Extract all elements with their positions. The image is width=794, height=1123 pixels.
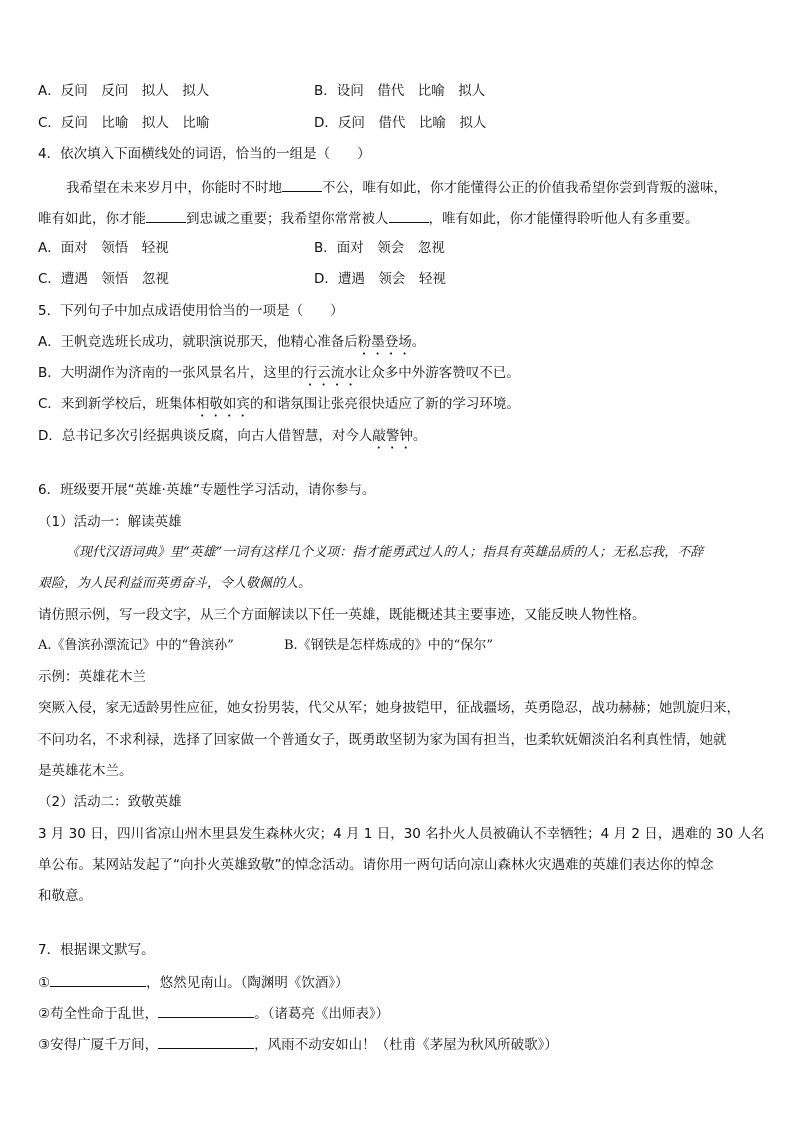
q7-2-post: 。（诸葛亮《出师表》） [254,1006,390,1022]
q7-stem: 7．根据课文默写。 [38,942,155,958]
q5-b-post: 让众多中外游客赞叹不已。 [357,365,520,381]
q6-definition-line2: 艰险，为人民利益而英勇奋斗，令人敬佩的人。 [38,576,312,591]
q7-blank-2[interactable] [158,1004,254,1018]
q7-blank-3[interactable] [158,1035,254,1049]
q4-option-d: D．遭遇 领会 轻视 [314,271,446,287]
q7-3-pre: ③安得广厦千万间， [38,1037,159,1053]
q5-option-b [38,365,520,389]
q7-recitation-3 [38,1035,558,1053]
q5-d-pre: D．总书记多次引经据典谈反腐，向古人借智慧，对今人 [38,428,373,444]
q3-option-c: C．反问 比喻 拟人 比喻 [38,115,210,131]
q6-definition-line1: 《现代汉语词典》里“英雄”一词有这样几个义项：指才能勇武过人的人；指具有英雄品质的人；无私忘我，不辞 [66,545,704,560]
q6-news-line1: 3 月 30 日，四川省凉山州木里县发生森林火灾；4 月 1 日，30 名扑火人员被确认不幸牺牲；4 月 2 日，遇难的 30 人名 [38,826,765,842]
q7-2-pre: ②苟全性命于乱世， [38,1006,159,1022]
q6-example-label: 示例：英雄花木兰 [38,669,146,685]
q5-a-pre: A．王帆竞选班长成功，就职演说那天，他精心准备后 [38,334,358,350]
q4-text-1b: 不公，唯有如此，你才能懂得公正的价值 [322,180,565,196]
q5-stem: 5．下列句子中加点成语使用恰当的一项是（ ） [38,303,344,319]
q4-blank-2[interactable] [146,209,186,223]
q6-news-line2: 单公布。某网站发起了“向扑火英雄致敬”的悼念活动。请你用一两句话向凉山森林火灾遇难的英雄们表达你的悼念 [38,857,714,873]
q4-text-2b: 到忠诚之重要；我希望你常常被人 [186,211,389,227]
q4-text-2a: 唯有如此，你才能 [38,211,146,227]
q5-c-idiom: 相敬如宾 [195,396,250,412]
q5-b-idiom: 行云流水 [303,365,358,381]
q6-option-a: A.《鲁滨孙漂流记》中的“鲁滨孙” [38,638,234,653]
q5-c-pre: C．来到新学校后，班集体 [38,396,196,412]
q6-example-line1: 突厥入侵，家无适龄男性应征，她女扮男装，代父从军；她身披铠甲，征战疆场，英勇隐忍，战功赫赫；她凯旋归来， [38,700,740,716]
q4-text-1a: 我希望在未来岁月中，你能时不时地 [66,180,282,196]
q6-activity2-heading: （2）活动二：致敬英雄 [38,794,182,810]
q5-a-idiom: 粉墨登场 [357,334,412,350]
q7-1-text: ，悠然见南山。（陶渊明《饮酒》） [146,975,349,991]
q4-passage-line2 [38,209,699,227]
q6-activity1-heading: （1）活动一：解读英雄 [38,514,182,530]
q5-option-a [38,334,425,358]
q5-d-idiom: 敲警钟 [372,428,413,444]
q3-option-b: B．设问 借代 比喻 拟人 [314,83,486,99]
q4-text-1c: 我希望你尝到背叛的滋味， [565,180,727,196]
q3-option-d: D．反问 借代 比喻 拟人 [314,115,487,131]
q4-blank-1[interactable] [282,178,322,192]
q7-blank-1[interactable] [50,973,146,987]
q6-news-line3: 和敬意。 [38,888,92,904]
q5-c-post: 的和谐氛围让张亮很快适应了新的学习环境。 [249,396,520,412]
q4-text-2c: ，唯有如此，你才能懂得聆听他人有多重要。 [428,211,699,227]
q6-task: 请仿照示例，写一段文字，从三个方面解读以下任一英雄，既能概述其主要事迹，又能反映人物性格。 [38,607,646,623]
q7-recitation-2 [38,1004,389,1022]
q4-blank-3[interactable] [389,209,429,223]
q5-d-post: 。 [412,428,427,444]
q6-stem: 6．班级要开展“英雄·英雄”专题性学习活动，请你参与。 [38,482,376,498]
q5-option-d [38,428,426,452]
q5-option-c [38,396,520,420]
q7-recitation-1 [38,973,349,991]
q4-stem: 4．依次填入下面横线处的词语，恰当的一组是（ ） [38,146,371,162]
q6-option-b: B.《钢铁是怎样炼成的》中的“保尔” [284,638,493,653]
q5-b-pre: B．大明湖作为济南的一张风景名片，这里的 [38,365,304,381]
q5-a-post: 。 [411,334,426,350]
q7-3-post: ，风雨不动安如山！（杜甫《茅屋为秋风所破歌》） [254,1037,558,1053]
q7-1-number: ① [38,975,51,991]
q4-option-a: A．面对 领悟 轻视 [38,240,169,256]
q3-option-a: A．反问 反问 拟人 拟人 [38,83,210,99]
q4-option-b: B．面对 领会 忽视 [314,240,445,256]
q6-example-line2: 不问功名，不求利禄，选择了回家做一个普通女子，既勇敢坚韧为家为国有担当，也柔软妩媚淡泊名利真性情，她就 [38,732,727,748]
q6-example-line3: 是英雄花木兰。 [38,763,133,779]
q4-option-c: C．遭遇 领悟 忽视 [38,271,169,287]
q4-passage-line1 [66,178,727,196]
